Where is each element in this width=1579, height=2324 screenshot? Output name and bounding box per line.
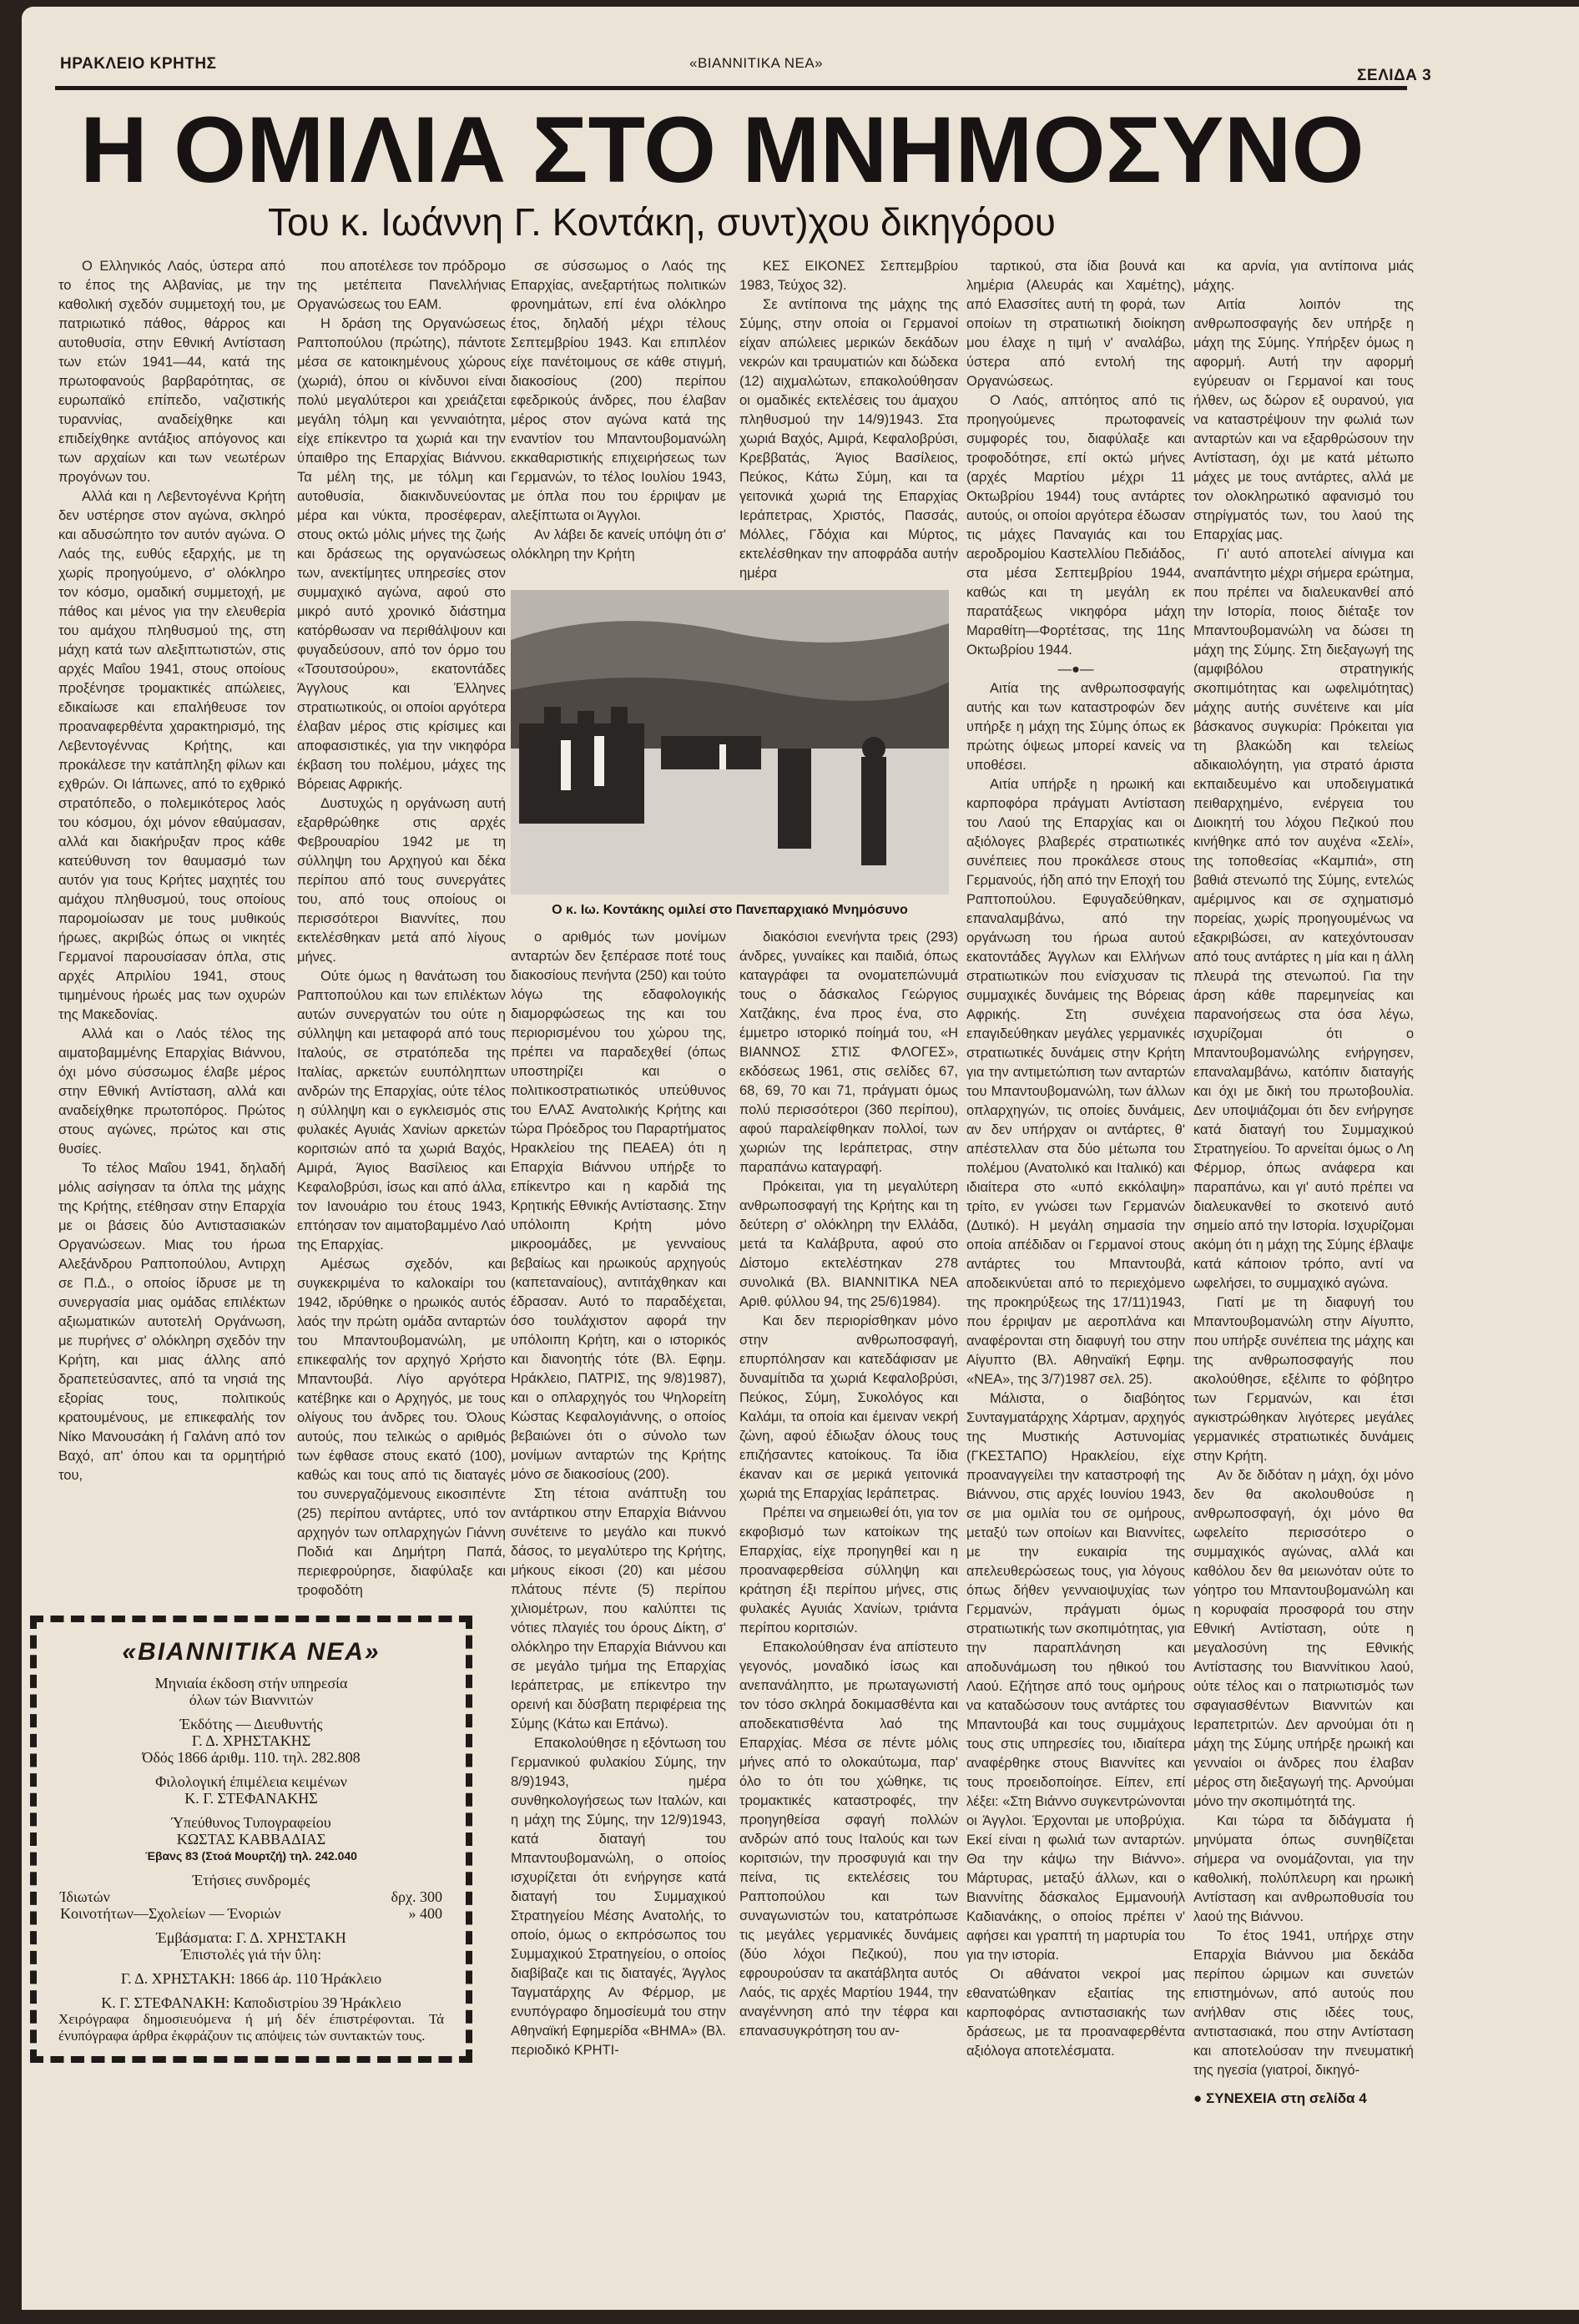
masthead-line: Έπιστολές γιά τήν ΰλη: — [180, 1946, 322, 1963]
masthead-line: Έτήσιες συνδρομές — [192, 1872, 310, 1888]
article-paragraph: Αιτία της ανθρωποσφαγής αυτής και των καταστροφών δεν υπήρξε η μάχη της Σύμης όπως εκ πρώτης όψεως μπορεί κανείς να υποθέσει. — [966, 681, 1185, 773]
article-paragraph: ΚΕΣ ΕΙΚΟΝΕΣ Σεπτεμβρίου 1983, Τεύχος 32). — [739, 259, 958, 293]
left-columns — [30, 257, 506, 1601]
article-paragraph: σε σύσσωμος ο Λαός της Επαρχίας, ανεξαρτήτως πολιτικών φρονημάτων, επί ένα ολόκληρο έτος, δηλαδή μέχρι τέλους Σεπτεμβρίου 1943. Και επιπλέον είχε πανέτοιμους σε κάθε στιγμή, διακοσίους (200) περίπου εφεδρικούς άνδρες, που έλαβαν μέρος στον αγώνα κατά της εναντίον του Μπαντουβομανώλη εκκαθαριστικής επιχειρήσεως των Γερμανών, το τέλος Ιουλίου 1943, με όπλα που του έρριψαν με αλεξίπτωτα οι Άγγλοι. — [511, 259, 726, 523]
masthead-box — [30, 1616, 472, 2063]
article-paragraph: Στη τέτοια ανάπτυξη του αντάρτικου στην Επαρχία Βιάννου συνέτεινε το μεγάλο και πυκνό δάσος, το μεγαλύτερο της Κρήτης, μήκους είκοσι (20) και μέσου πλάτους πέντε (5) περίπου χιλιομέτρων, που καλύπτει τις νότιες πλαγιές του όρους Δίκτη, σ' ολόκληρο την Επαρχία Βιάννου και σε μεγάλο τμήμα της Επαρχίας Ιεράπετρας, με επίκεντρο την ορεινή και δύσβατη περιφέρεια της Σύμης (Κάτω και Επάνω). — [511, 1486, 726, 1732]
headline: Η ΟΜΙΛΙΑ ΣΤΟ ΜΝΗΜΟΣΥΝΟ — [80, 98, 1365, 202]
article-paragraph: Αμέσως σχεδόν, και συγκεκριμένα το καλοκαίρι του 1942, ιδρύθηκε ο ηρωικός αυτός λαός την πρώτη ομάδα ανταρτών του Μπαντουβομανώλη, με επικεφαλής τον αρχηγό Χρήστο Μπαντουβά. Λίγο αργότερα κατέβηκε και ο Αρχηγός, με τους ολίγους του άνδρες του. Όλους αυτούς, που τελικώς ο αριθμός των έφθασε στους εκατό (100), καθώς και τους από τις διαταγές του συνεργαζόμενους εικοσιπέντε (25) περίπου αντάρτες, υπό τον αρχηγόν των οπλαρχηγών Γιάννη Ποδιά και Δημήτρη Παπά, περιεφρούρησε, διαφύλαξε και τροφοδότη — [297, 1257, 506, 1598]
masthead-line: Όδός 1866 άριθμ. 110. τηλ. 282.808 — [142, 1749, 361, 1766]
middle-top-columns — [511, 257, 958, 583]
column-4-top — [739, 257, 958, 583]
column-1 — [58, 257, 285, 1485]
article-paragraph: Αιτία λοιπόν της ανθρωποσφαγής δεν υπήρξε η μάχη της Σύμης. Υπήρξεν όμως η αφορμή. Αυτή την αφορμή εγύρευαν οι Γερμανοί και τους ήλθεν, ως δώρον εξ ουρανού, για να καταστρέψουν την φωλιά των ανταρτών και να εξαρθρώσουν την Αντίσταση, όχι με κατά μέτωπο μάχες με τους αντάρτες, αλλά με τον ολοκληρωτικό αφανισμό του στηρίγματός των, του λαού της Επαρχίας μας. — [1193, 297, 1414, 542]
article-paragraph: Γι' αυτό αποτελεί αίνιγμα και αναπάντητο μέχρι σήμερα ερώτημα, που πρέπει να διαλευκανθεί από την Ιστορία, ποιος διέταξε τον Μπαντουβομανώλη να δώσει τη μάχη της Σύμης. Στη διεξαγωγή της (αμφιβόλου στρατηγικής σκοπιμότητας και ωφελιμότητας) μάχης αυτής συνέτεινε και μία βάσκανος συγκυρία: Πρόκειται για τη βλακώδη και τελείως αδικαιολόγητη, για στρατό άριστα εκπαιδευμένο και υποδειγματικά πειθαρχημένο, ενέργεια του Διοικητή του λόχου Πεζικού που κινήθηκε από τον αυχένα «Σελί», της τοποθεσίας «Καμπιά», στη βαθιά στενωπό της Σύμης, εντελώς αμέριμνος και σε σχηματισμό πορείας, χωρίς προηγουμένως να εξακριβώσει, αν κατεχόντουσαν από τους αντάρτες η μία και η άλλη πλευρά της στενωπού. Για την άρση κάθε παρεμηνείας και παρανοήσεως στα όσα λέγω, ισχυρίζομαι ότι ο Μπαντουβομανώλης ενήργησεν, επαναλαμβάνω, κατόπιν διαταγής και όχι με δική του πρωτοβουλία. Δεν υποψιάζομαι ότι δεν ενήργησε κατά διαταγή του Συμμαχικού Στρατηγείου. Το αρνείται όμως ο Λη Φέρμορ, όπως ανάφερα και παραπάνω, και γι' αυτό πρέπει να διαλευκανθεί το σκοτεινό αυτό σημείο από την Ιστορία. Ισχυρίζομαι ακόμη ότι η μάχη της Σύμης έβλαψε κατά κάποιον τρόπο, αντί να ωφελήσει, το συμμαχικό αγώνα. — [1193, 547, 1414, 1291]
article-paragraph: Αλλά και η Λεβεντογέννα Κρήτη δεν υστέρησε στον αγώνα, σκληρό και αδυσώπητο τον αυτόν αγώνα. Ο Λαός της, ευθύς εξαρχής, με τη χωρίς προηγούμενο, σ' ολόκληρο τον κόσμο, ομαδική συμμετοχή, με πάθος και μένος για την ελευθερία του αμάχου πληθυσμού της, στη μάχη κατά των αλεξιπτωτιστών, στις αρχές Μαΐου 1941, στους οποίους προξένησε τρομακτικές απώλειες, εδικαίωσε και επαλήθευσε τον προαναφερθέντα χαρακτηρισμό, της Λεβεντογέννας Κρήτης, και προκάλεσε την κατάπληξη φίλων και εχθρών. Οι Ιάπωνες, από το εχθρικό στρατόπεδο, ο πολεμικότερος λαός του κόσμου, όχι μόνον εθαύμασαν, αλλά και διακήρυξαν προς κάθε κατεύθυνση τον θαυμασμό των αυτόν για τους Κρήτες μαχητές του αμάχου πληθυσμού, τους οποίους παρομοίωσαν με τους μυθικούς ήρωες, ακριβώς όπως οι νικητές Γερμανοί παρουσίασαν όπλα, στις αρχές Απριλίου 1941, στους τιμημένους ήρωές μας των οχυρών της Μακεδονίας. — [58, 489, 285, 1022]
newspaper-page — [22, 7, 1579, 2310]
masthead-line: Έμβάσματα: Γ. Δ. ΧΡΗΣΤΑΚΗ — [156, 1929, 346, 1946]
article-paragraph: Οι αθάνατοι νεκροί μας εθανατώθηκαν εξαιτίας της καρποφόρας αντιστασιακής των δράσεως, με τα προαναφερθέντα αξιόλογα αποτελέσματα. — [966, 1967, 1185, 2059]
article-paragraph: Δυστυχώς η οργάνωση αυτή εξαρθρώθηκε στις αρχές Φεβρουαρίου 1942 με τη σύλληψη του Αρχηγού και δέκα περίπου από τους συνεργάτες του, από τους οποίους οι περισσότεροι Βιαννίτες, που εκτελέσθηκαν μετά από λίγους μήνες. — [297, 796, 506, 965]
article-paragraph: Ο Ελληνικός Λαός, ύστερα από το έπος της Αλβανίας, με την καθολική σχεδόν συμμετοχή του, με πατριωτικό πάθος, θάρρος και αυτοθυσία, στην Εθνική Αντίσταση των ετών 1941—44, κατά της πρωτοφανούς βαρβαρότητας, σε ευρωπαϊκό επίπεδο, ναζιστικής τυραννίας, αναδείχθηκε και επιδείχθηκε αντάξιος απόγονος και των αρχαίων και των νεωτέρων προγόνων του. — [58, 259, 285, 485]
article-paragraph: Πρόκειται, για τη μεγαλύτερη ανθρωποσφαγή της Κρήτης και τη δεύτερη σ' ολόκληρη την Ελλάδα, μετά τα Καλάβρυτα, αφού στο Δίστομο εκτελέστηκαν 278 συνολικά (Βλ. ΒΙΑΝΝΙΤΙΚΑ ΝΕΑ Αριθ. φύλλου 94, της 25/6)1984). — [739, 1179, 958, 1309]
masthead-line: Φιλολογική έπιμέλεια κειμένων — [155, 1773, 347, 1790]
article-paragraph: Το έτος 1941, υπήρχε στην Επαρχία Βιάννου μια δεκάδα περίπου ώριμων και συνετών επιστημόνων, από αυτούς που ανήλθαν στις ιδέες τους, αντιστασιακά, που στην Αντίσταση και αποτελούσαν την πνευματική της ηγεσία (γιατροί, δικηγό- — [1193, 1928, 1414, 2078]
middle-bottom-columns — [511, 928, 958, 2060]
photo-caption: Ο κ. Ιω. Κοντάκης ομιλεί στο Πανεπαρχιακό Μνημόσυνο — [552, 903, 908, 917]
photo-illustration — [511, 590, 949, 895]
article-paragraph: Επακολούθησε η εξόντωση του Γερμανικού φυλακίου Σύμης, την 8/9)1943, ημέρα συνθηκολογήσεως των Ιταλών, και η μάχη της Σύμης, την 12/9)1943, κατά διαταγή του Μπαντουβομανώλη, ο οποίος ισχυρίζεται ότι ενήργησε κατά διαταγή του Συμμαχικού Στρατηγείου Μέσης Ανατολής, το οποίο, όμως ο εκπρόσωπος του Συμμαχικού Στρατηγείου, ο οποίος διαβίβαζε και τις διαταγές, Άγγλος Ταγματάρχης Αν Φέρμορ, με ενυπόγραφο δημοσίευμά του στην Αθηναϊκή Εφημερίδα «ΒΗΜΑ» (Βλ. περιοδικό ΚΡΗΤΙ- — [511, 1736, 726, 2058]
header-location: ΗΡΑΚΛΕΙΟ ΚΡΗΤΗΣ — [60, 55, 217, 73]
column-5 — [966, 257, 1185, 2061]
article-paragraph: Το τέλος Μαΐου 1941, δηλαδή μόλις ασίγησαν τα όπλα της μάχης της Κρήτης, ετέθησαν στην Επαρχία με οι βάσεις δύο Αντιστασιακών Οργανώσεων. Μιας του ήρωα Αλεξάνδρου Ραπτοπούλου, Αντιρχη σε Π.Δ., ο οποίος ίδρυσε με τη συνεργασία μιας ομάδας επιλέκτων αξιωματικών αυτοτελή Οργάνωση, με πυρήνες σ' ολόκληρη σχεδόν την Κρήτη, και μιας άλλης από δραπετεύσαντες, από τα νησιά της εξορίας τους, πολιτικούς κρατουμένους, με επικεφαλής τον Νίκο Μανουσάκη ή Γαλάνη από τον Βαχό, απ' όπου και τα ορμητήριό του, — [58, 1161, 285, 1483]
subscription-row — [37, 1905, 466, 1922]
masthead-editor: Κ. Γ. ΣΤΕΦΑΝΑΚΗΣ — [184, 1790, 318, 1807]
column-6 — [1193, 257, 1414, 2080]
article-paragraph: Η δράση της Οργανώσεως Ραπτοπούλου (πρώτης), πάντοτε μέσα σε κατοικημένους χώρους (χωριά), όπου οι κίνδυνοι είναι πολύ μεγαλύτεροι και χρειάζεται μεγάλη τόλμη και γενναιότητα, είχε επίκεντρο τα χωριά και την ύπαιθρο της Επαρχίας Βιάννου. Τα μέλη της, με τόλμη και αυτοθυσία, διακινδυνεύοντας μέρα και νύκτα, προσέφεραν, στους οκτώ μόλις μήνες της ζωής και δράσεως της οργανώσεως των, ανεκτίμητες υπηρεσίες στον συμμαχικό αγώνα, αφού στο μικρό αυτό χρονικό διάστημα κατόρθωσαν να περιθάλψουν και φυγαδεύσουν, από τον όρμο του «Τσουτσούρου», εκατοντάδες Άγγλους και Έλληνες στρατιωτικούς, οι οποίοι αργότερα έλαβαν μέρος στις κρίσιμες και αποφασιστικές, για την νικηφόρα έκβαση του πολέμου, μάχες της Βόρειας Αφρικής. — [297, 316, 506, 792]
article-paragraph: ταρτικού, στα ίδια βουνά και λημέρια (Αλευράς και Χαμέτης), από Ελασσίτες αυτή τη φορά, των οποίων τη στρατιωτική διοίκηση μου έλαχε η τιμή ν' αναλάβω, ύστερα από εντολή της Οργανώσεως. — [966, 259, 1185, 389]
masthead-publisher: Γ. Δ. ΧΡΗΣΤΑΚΗΣ — [191, 1732, 311, 1749]
article-paragraph: Σε αντίποινα της μάχης της Σύμης, στην οποία οι Γερμανοί είχαν απώλειες μερικών δεκάδων νεκρών και τραυματιών και δώδεκα (12) αιχμαλώτων, επακολούθησαν οι ομαδικές εκτελέσεις του άμαχου πληθυσμού την 14/9)1943. Στα χωριά Βαχός, Αμιρά, Κεφαλοβρύσι, Κρεββατάς, Άγιος Βασίλειος, Πεύκος, Κάτω Σύμη, και τα γειτονικά χωριά της Επαρχίας Ιεράπετρας, Χριστός, Πασσάς, Μόλλες, Γδόχια και Μύρτος, εκτελέσθηκαν την αποφράδα αυτήν ημέρα — [739, 297, 958, 581]
masthead-title: «ΒΙΑΝΝΙΤΙΚΑ ΝΕΑ» — [122, 1638, 381, 1666]
subscription-label: Κοινοτήτων—Σχολείων — Ένοριών — [60, 1905, 281, 1922]
subscription-price: δρχ. 300 — [391, 1888, 442, 1905]
article-paragraph: Αλλά και ο Λαός τέλος της αιματοβαμμένης Επαρχίας Βιάννου, όχι μόνο σύσσωμος έλαβε μέρος στην Εθνική Αντίσταση, αλλά και αναδείχθηκε πρωτοπόρος. Πρώτος στους αγώνες, πρώτος και στις θυσίες. — [58, 1026, 285, 1157]
article-paragraph: Πρέπει να σημειωθεί ότι, για τον εκφοβισμό των κατοίκων της Επαρχίας, είχε προηγηθεί και η προαναφερθείσα σύλληψη και κράτηση έξι περίπου μήνες, στις φυλακές Αγυιάς Χανίων, τριάντα περίπου κοριτσιών. — [739, 1505, 958, 1636]
article-paragraph: Και τώρα τα διδάγματα ή μηνύματα όπως συνηθίζεται σήμερα να ονομάζονται, για την καθολική, πολύπλευρη και ηρωική Αντίσταση και ανθρωποθυσία του λαού της Βιάννου. — [1193, 1813, 1414, 1924]
column-2 — [297, 257, 506, 1601]
byline: Του κ. Ιωάννη Γ. Κοντάκη, συντ)χου δικηγόρου — [268, 200, 1056, 244]
article-paragraph: Και δεν περιορίσθηκαν μόνο στην ανθρωποσφαγή, επυρπόλησαν και κατεδάφισαν με δυναμίτιδα τα χωριά Κεφαλοβρύσι, Πεύκος, Σύμη, Συκολόγος και Καλάμι, τα οποία και έμειναν νεκρή ζώνη, αφού έδιωξαν όλους τους επιζήσαντες κατοίκους. Τα ίδια έκαναν και σε μερικά γειτονικά χωριά της Επαρχίας Ιεράπετρας. — [739, 1313, 958, 1501]
header-rule — [55, 86, 1407, 90]
article-paragraph: διακόσιοι ενενήντα τρεις (293) άνδρες, γυναίκες και παιδιά, όπως καταγράφει τα ονοματεπώνυμά τους ο δάσκαλος Γεώργιος Χατζάκης, ένα προς ένα, στο έμμετρο ιστορικό ποίημά του, «Η ΒΙΑΝΝΟΣ ΣΤΙΣ ΦΛΟΓΕΣ», εκδόσεως 1961, στις σελίδες 67, 68, 69, 70 και 71, πράγματι όμως πολύ περισσότεροι (360 περίπου), αφού παραλείφθηκαν πολλοί, των χωριών της Ιεράπετρας, στην παραπάνω καταγραφή. — [739, 930, 958, 1175]
masthead-line: Μηνιαία έκδοση στήν υπηρεσία — [154, 1675, 348, 1691]
subscription-price: » 400 — [408, 1905, 442, 1922]
column-5-group — [966, 257, 1185, 2061]
masthead-line: όλων τών Βιαννιτών — [189, 1691, 314, 1708]
masthead-line: Έκδότης — Διευθυντής — [179, 1716, 323, 1732]
masthead-line: Έβανς 83 (Στοά Μουρτζή) τηλ. 242.040 — [145, 1849, 357, 1863]
article-paragraph: που αποτέλεσε τον πρόδρομο της μετέπειτα Πανελλήνιας Οργανώσεως του ΕΑΜ. — [297, 259, 506, 312]
article-paragraph: ο αριθμός των μονίμων ανταρτών δεν ξεπέρασε ποτέ τους διακοσίους πενήντα (250) και τούτο λόγω της εδαφολογικής διαμορφώσεως της και του περιορισμένου του χώρου της, πρέπει να παραδεχθεί (όπως υποστηρίζει και ο πολιτικοστρατιωτικός υπεύθυνος του ΕΛΑΣ Ανατολικής Κρήτης και τώρα Πρόεδρος του Παραρτήματος Ηρακλείου της ΠΕΑΕΑ) ότι η Επαρχία Βιάννου υπήρξε το επίκεντρο και η καρδιά της Κρητικής Εθνικής Αντίστασης. Στην υπόλοιπη Κρήτη μόνο μικροομάδες, με γενναίους βεβαίως και ηρωικούς αρχηγούς (καπεταναίους), αντιτάχθηκαν και έδρασαν. Αυτό το παραδέχεται, όσο τουλάχιστον αφορά την υπόλοιπη Κρήτη, και ο ιστορικός και διανοητής τότε (Βλ. Εφημ. Ηράκλειο, ΠΑΤΡΙΣ, της 9/8)1987), και ο οπλαρχηγός του Ψηλορείτη Κώστας Κεφαλογιάννης, ο οποίος βεβαιώνει ότι ο σύνολο των μονίμων ανταρτών της Κρήτης μόνο σε διακοσίους (200). — [511, 930, 726, 1482]
article-paragraph: κα αρνία, για αντίποινα μιάς μάχης. — [1193, 259, 1414, 293]
header-page-number: ΣΕΛΙΔΑ 3 — [1357, 67, 1432, 84]
article-paragraph: —●— — [1057, 662, 1094, 677]
masthead-line: Γ. Δ. ΧΡΗΣΤΑΚΗ: 1866 άρ. 110 Ήράκλειο — [120, 1970, 382, 1987]
header-paper-name: «ΒΙΑΝΝΙΤΙΚΑ ΝΕΑ» — [689, 55, 824, 71]
column-4-bottom — [739, 928, 958, 2041]
article-paragraph: Επακολούθησαν ένα απίστευτο γεγονός, μοναδικό ίσως και ανεπανάληπτο, με πρωταγωνιστή τον τόσο σκληρά δοκιμασθέντα και αποδεκατισθέντα λαό της Επαρχίας. Μέσα σε πέντε μόλις μήνες από το ολοκαύτωμα, παρ' όλο το ότι του χώθηκε, τις τρομακτικές καταστροφές, την προηγηθείσα σφαγή πολλών ανδρών από τους Ιταλούς και των κοριτσιών, την προσφυγιά και την πείνα, τις εκτελέσεις του Ραπτοπούλου και των συναγωνιστών του, κατατρόπωσε τις μεγάλες γερμανικές δυνάμεις (δύο λόχοι Πεζικού), που εφρουρούσαν τα ακατάβλητα αυτός Λαός, τις αρχές Μαρτίου 1944, την αναγέννηση από την τέφρα και επανασυγκρότηση του αν- — [739, 1640, 958, 2039]
article-paragraph: Ο Λαός, απτόητος από τις προηγούμενες πρωτοφανείς συμφορές του, διαφύλαξε και τροφοδότησε, επί οκτώ μήνες (αρχές Μαρτίου μέχρι 11 Οκτωβρίου 1944) τους αντάρτες αυτούς, οι οποίοι αργότερα έδωσαν τις μάχες Παναγιάς και του αεροδρομίου Καστελλίου Πεδιάδος, στα μέσα Σεπτεμβρίου 1944, καθώς και τη μεγάλη εκ παρατάξεως νικηφόρα μάχη Μαραθίτη—Φορτέτσας, της 11ης Οκτωβρίου 1944. — [966, 393, 1185, 658]
subscription-row — [37, 1888, 466, 1905]
left-group — [30, 257, 506, 2063]
subscription-label: Ίδιωτών — [60, 1888, 110, 1905]
middle-group — [511, 257, 958, 2060]
article-paragraph: Ούτε όμως η θανάτωση του Ραπτοπούλου και των επιλέκτων αυτών συνεργατών του ούτε η σύλληψη και μεταφορά από τους Ιταλούς, σε στρατόπεδα της Ιταλίας, αρκετών ευυπόληπτων ανδρών της Επαρχίας, ούτε τέλος η σύλληψη και ο εγκλεισμός στις φυλακές Αγυιάς Χανίων αρκετών κοριτσιών από τα χωριά Βαχός, Αμιρά, Άγιος Βασίλειος και Κεφαλοβρύσι, ίσως και από άλλα, τον Ιανουάριο του έτους 1943, επτόησαν τον αιματοβαμμένο Λαό της Επαρχίας. — [297, 969, 506, 1253]
article-paragraph: Αν δε διδόταν η μάχη, όχι μόνο δεν θα ακολουθούσε η ανθρωποσφαγή, όχι μόνο θα ωφελείτο περισσότερο ο συμμαχικός αγώνας, αλλά και καθόλου δεν θα μειωνόταν ούτε το γόητρο του Μπαντουβομανώλη και η κορυφαία προσφορά του στην Εθνική Αντίσταση, ούτε η μεγαλοσύνη της Εθνικής Αντίστασης του Βιαννίτικου λαού, ούτε τέλος και ο πατριωτισμός των σφαγιασθέντων Βιαννιτών και Ιεραπετριτών. Δεν αρνούμαι ότι η μάχη της Σύμης υπήρξε ηρωική και γενναίοι οι άνδρες που έλαβαν μέρος στη διεξαγωγή της. Αρνούμαι μόνο την σκοπιμότητά της. — [1193, 1468, 1414, 1809]
masthead-printer: ΚΩΣΤΑΣ ΚΑΒΒΑΔΙΑΣ — [176, 1831, 326, 1848]
article-paragraph: Αιτία υπήρξε η ηρωική και καρποφόρα πράγματι Αντίσταση του Λαού της Επαρχίας και οι αξιόλογες βλαβερές στρατιωτικές συνέπειες που προκάλεσε στους Γερμανούς, ήδη από την Εποχή του Ραπτοπούλου. Εφυγαδεύθηκαν, επαναλαμβάνω, από την οργάνωση του ήρωα αυτού εκατοντάδες Άγγλων και Ελλήνων στρατιωτικών που ενίσχυσαν τις συμμαχικές δυνάμεις της Βόρειας Αφρικής. Στη συνέχεια επαγιδεύθηκαν μεγάλες γερμανικές στρατιωτικές δυνάμεις στην Κρήτη για την αντιμετώπιση των ανταρτών του Μπαντουβομανώλη, των άλλων οπλαρχηγών, τις οποίες δυνάμεις, αν δεν υπήρχαν οι αντάρτες, θ' απέστελλαν στα δύο μέτωπα του πολέμου (Ανατολικό και Ιταλικό) και ιδιαίτερα στο «υπό εκκόλαψη» τρίτο, εν γνώσει των Γερμανών (Δυτικό). Η μεγάλη σημασία την οποία απέδιδαν οι Γερμανοί στους αντάρτες του Μπαντουβά, αποδεικνύεται από το περιεχόμενο της προκηρύξεως της 17/11)1943, που έρριψαν με αεροπλάνα και αναφέρονται στη διαφυγή του στην Αίγυπτο (Βλ. Αθηναϊκή Εφημ. «ΝΕΑ», της 3/7)1987 σελ. 25). — [966, 777, 1185, 1387]
masthead-line: Κ. Γ. ΣΤΕΦΑΝΑΚΗ: Καποδιστρίου 39 Ήράκλειο — [101, 1994, 401, 2011]
article-paragraph: Γιατί με τη διαφυγή του Μπαντουβομανώλη στην Αίγυπτο, που υπήρξε συνέπεια της μάχης και της ανθρωποσφαγής που ακολούθησε, εξέλιπε το φόβητρο των Γερμανών, και έτσι αγκιστρώθηκαν λιγότερες μεγάλες γερμανικές στρατιωτικές δυνάμεις στην Κρήτη. — [1193, 1295, 1414, 1464]
article-paragraph: Μάλιστα, ο διαβόητος Συνταγματάρχης Χάρτμαν, αρχηγός της Μυστικής Αστυνομίας (ΓΚΕΣΤΑΠΟ) Ηρακλείου, είχε προαναγγείλει την καταστροφή της Βιάννου, στις αρχές Ιουνίου 1943, σε μια ομιλία του σε ομήρους, μεταξύ των οποίων και Βιαννίτες, με την ευκαιρία της απελευθερώσεως τους, για λόγους όπως δήθεν γενναιοψυχίας των Γερμανών, πράγματι όμως στρατιωτικής των σκοπιμότητας, για την παραπλάνηση και αποδυνάμωση του ηθικού του Λαού. Εζήτησε από τους ομήρους να καταδώσουν τους αντάρτες του Μπαντουβά και τους συμμάχους τους στις υπηρεσίες του, ιδιαίτερα αναφέρθηκε στους Βιαννίτες και τους προειδοποίησε. Είπεν, επί λέξει: «Στη Βιάννο συγκεντρώνονται οι Άγγλοι. Έρχονται με υποβρύχια. Εκεί είναι η φωλιά των ανταρτών. Θα την κάψω την Βιάννο». Μάρτυρας, μεταξύ άλλων, και ο Βιαννίτης δάσκαλος Εμμανουήλ Καδιανάκης, ο οποίος πρέπει ν' αφήσει και γραπτή τη μαρτυρία του για την ιστορία. — [966, 1391, 1185, 1963]
column-6-group — [1193, 257, 1414, 2108]
masthead-line: Ύπεύθυνος Τυπογραφείου — [171, 1814, 331, 1831]
continued-notice: ● ΣΥΝΕΧΕΙΑ στη σελίδα 4 — [1193, 2090, 1367, 2106]
masthead-note: Χειρόγραφα δημοσιευόμενα ή μή δέν έπιστρέφονται. Τά ένυπόγραφα άρθρα έκφράζουν τις απόψεις τών συντακτών τους. — [58, 2011, 444, 2044]
article-paragraph: Αν λάβει δε κανείς υπόψη ότι σ' ολόκληρη την Κρήτη — [511, 527, 726, 562]
column-3-top — [511, 257, 726, 564]
memorial-photo — [511, 590, 949, 895]
column-3-bottom — [511, 928, 726, 2060]
